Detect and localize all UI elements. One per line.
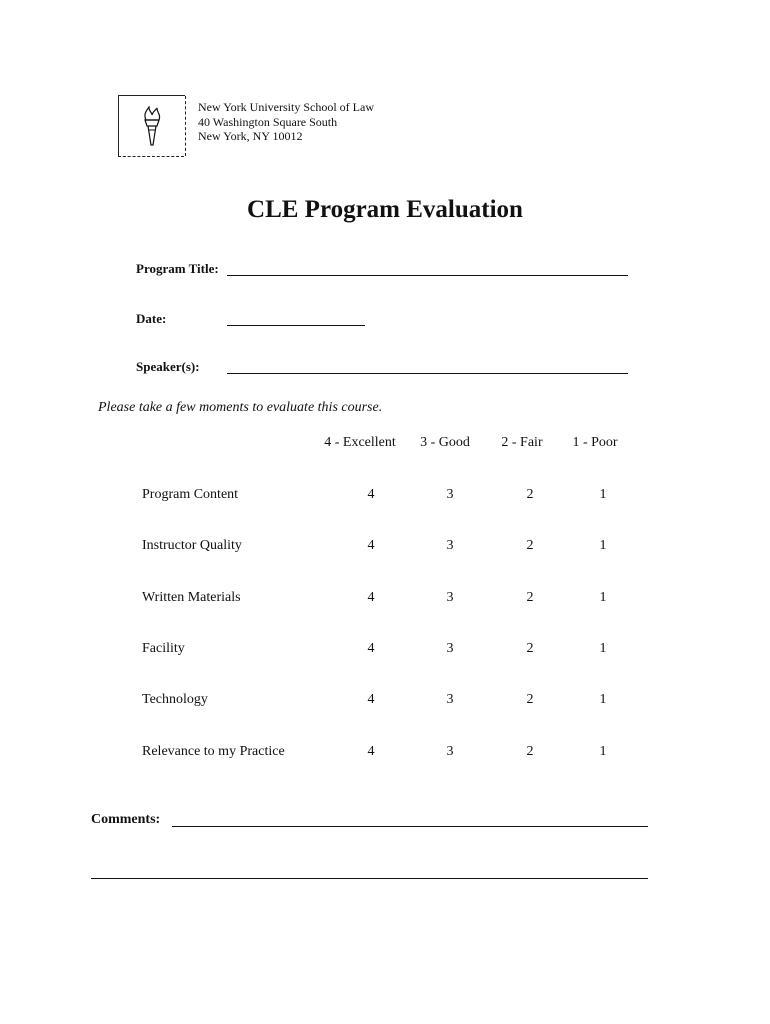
criterion-label: Instructor Quality — [142, 538, 242, 553]
score-option-3[interactable]: 3 — [446, 744, 454, 759]
criterion-label: Written Materials — [142, 590, 241, 605]
score-option-1[interactable]: 1 — [599, 538, 607, 553]
comments-line-1[interactable] — [172, 826, 648, 827]
score-option-4[interactable]: 4 — [367, 487, 375, 502]
score-option-2[interactable]: 2 — [526, 641, 534, 656]
speakers-label: Speaker(s): — [136, 359, 200, 374]
logo-box — [118, 95, 185, 156]
score-option-2[interactable]: 2 — [526, 538, 534, 553]
score-option-3[interactable]: 3 — [446, 538, 454, 553]
score-option-1[interactable]: 1 — [599, 590, 607, 605]
scale-header-excellent: 4 - Excellent — [324, 435, 396, 450]
page-title: CLE Program Evaluation — [247, 196, 523, 223]
instruction-text: Please take a few moments to evaluate this course. — [98, 400, 383, 415]
criterion-label: Facility — [142, 641, 185, 656]
score-option-4[interactable]: 4 — [367, 744, 375, 759]
score-option-2[interactable]: 2 — [526, 744, 534, 759]
score-option-4[interactable]: 4 — [367, 641, 375, 656]
criterion-label: Program Content — [142, 487, 239, 502]
score-option-3[interactable]: 3 — [446, 487, 454, 502]
scale-header-good: 3 - Good — [420, 435, 470, 450]
program-title-label: Program Title: — [136, 261, 219, 276]
address-line-3: New York, NY 10012 — [198, 129, 303, 143]
torch-icon — [137, 106, 167, 148]
criterion-label: Relevance to my Practice — [142, 744, 285, 759]
criterion-label: Technology — [142, 692, 208, 707]
score-option-4[interactable]: 4 — [367, 692, 375, 707]
score-option-3[interactable]: 3 — [446, 692, 454, 707]
scale-header-poor: 1 - Poor — [572, 435, 618, 450]
score-option-3[interactable]: 3 — [446, 590, 454, 605]
score-option-2[interactable]: 2 — [526, 590, 534, 605]
score-option-1[interactable]: 1 — [599, 641, 607, 656]
score-option-1[interactable]: 1 — [599, 692, 607, 707]
score-option-4[interactable]: 4 — [367, 538, 375, 553]
speakers-line[interactable] — [227, 373, 628, 374]
address-line-1: New York University School of Law — [198, 100, 374, 114]
date-label: Date: — [136, 311, 167, 326]
scale-header-fair: 2 - Fair — [501, 435, 543, 450]
score-option-3[interactable]: 3 — [446, 641, 454, 656]
date-line[interactable] — [227, 325, 365, 326]
comments-label: Comments: — [91, 812, 161, 827]
program-title-line[interactable] — [227, 275, 628, 276]
address-line-2: 40 Washington Square South — [198, 115, 338, 129]
comments-line-2[interactable] — [91, 878, 648, 879]
score-option-2[interactable]: 2 — [526, 692, 534, 707]
score-option-2[interactable]: 2 — [526, 487, 534, 502]
score-option-1[interactable]: 1 — [599, 744, 607, 759]
score-option-4[interactable]: 4 — [367, 590, 375, 605]
score-option-1[interactable]: 1 — [599, 487, 607, 502]
